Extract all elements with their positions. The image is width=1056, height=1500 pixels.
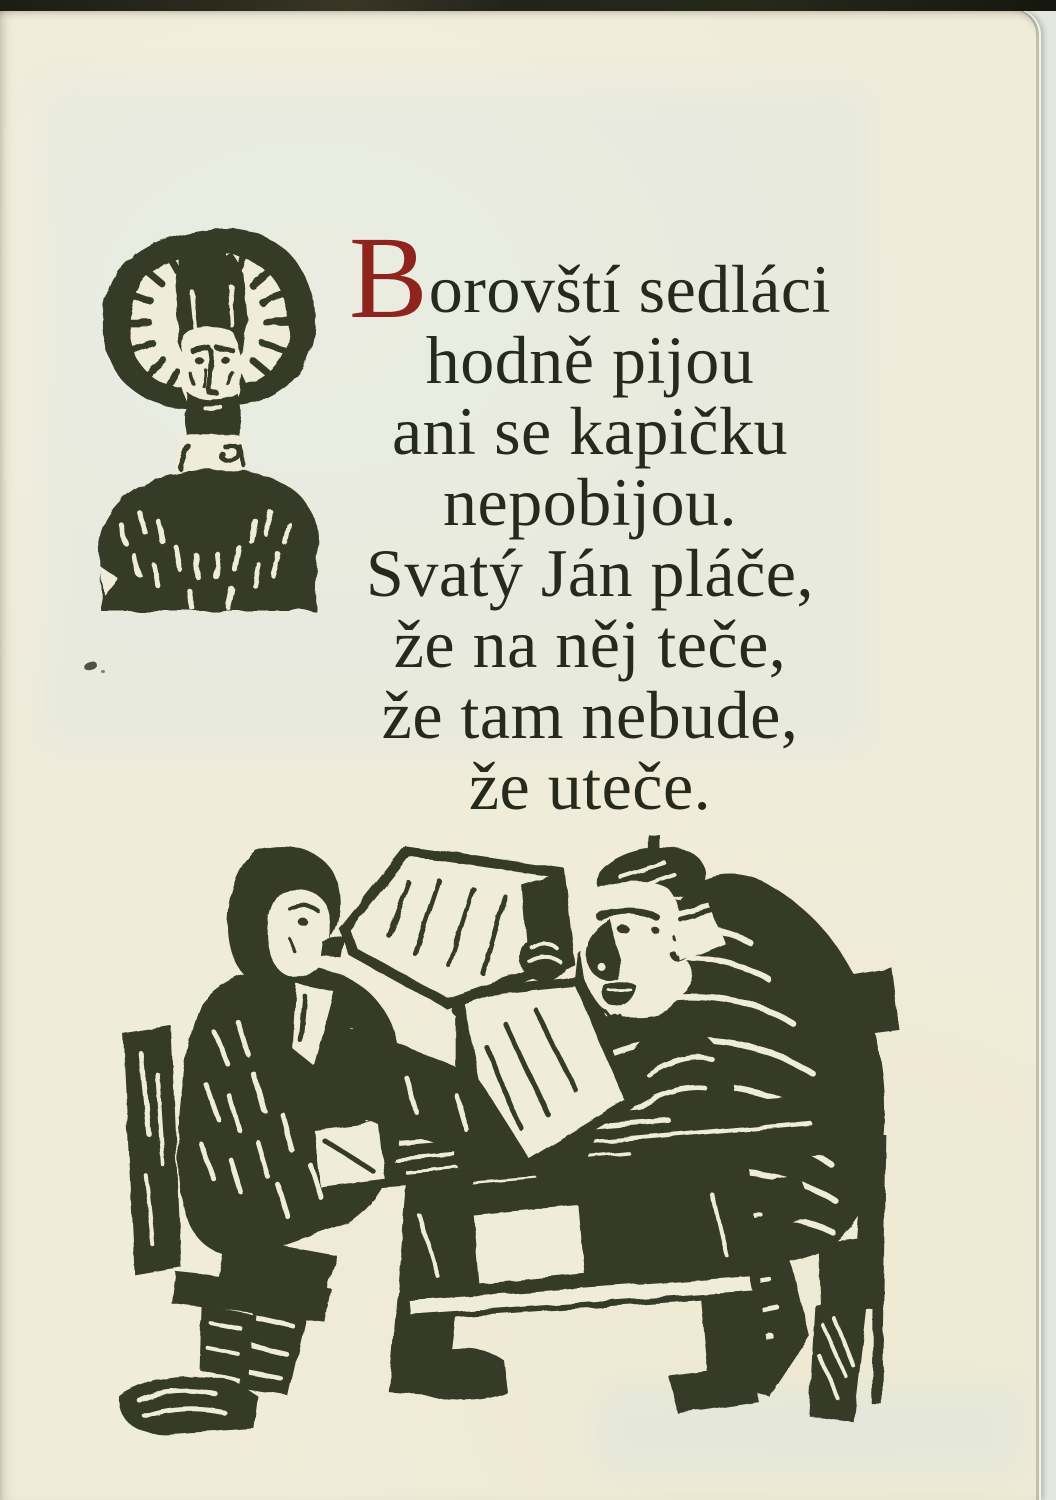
poem-line-1-text: orovští sedláci [428, 251, 831, 327]
ink-speck-small [101, 670, 105, 673]
poem [310, 212, 870, 824]
man-left [119, 846, 630, 1434]
woodcut-tavern-scene [105, 832, 910, 1437]
ink-speck [83, 661, 97, 672]
portrait-woodcut-illustration [90, 221, 325, 611]
scan-top-dark-edge [0, 0, 1056, 11]
poem-line-2: hodně pijou [425, 322, 755, 398]
poem-line-3: ani se kapičku [392, 393, 788, 469]
book-page [0, 9, 1039, 1500]
poem-line-4: nepobijou. [443, 464, 737, 540]
poem-line-6: že na něj teče, [393, 606, 787, 682]
bench [123, 1026, 181, 1276]
poem-line-8: že uteče. [468, 748, 712, 824]
poem-line-5: Svatý Ján pláče, [366, 535, 814, 611]
drop-cap-initial: B [349, 212, 428, 343]
collar-and-shoulders [99, 434, 318, 611]
woodcut-portrait [90, 221, 325, 611]
poem-line-1 [310, 212, 870, 343]
tavern-woodcut-illustration [105, 832, 910, 1437]
poem-line-7: že tam nebude, [381, 677, 799, 753]
